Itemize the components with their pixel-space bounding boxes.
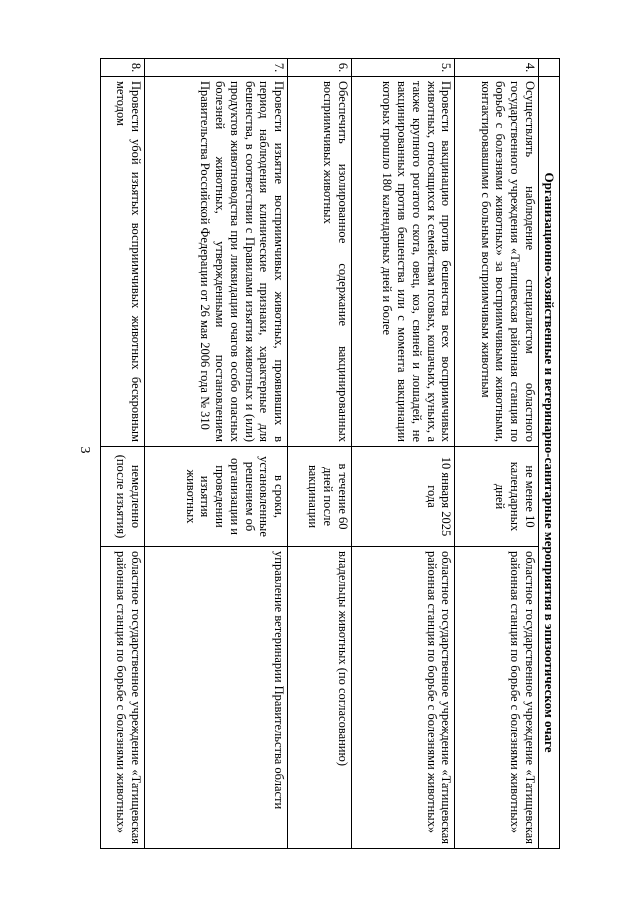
row-responsible: областное государственное учреждение «Татищевская районная станция по борьбе с болезнями животных» [351,547,455,849]
table-row [351,59,455,849]
table-row [455,59,539,849]
row-task: Обеспечить изолированное содержание вакцинированных восприимчивых животных [288,77,352,447]
row-number: 4. [455,59,539,77]
table-row [288,59,352,849]
row-term: в сроки, установленные решением об организации и проведении изъятия животных [144,447,287,547]
section-header-spacer [539,59,560,77]
row-term: 10 января 2025 года [351,447,455,547]
measures-table-wrapper [100,58,560,848]
row-task: Провести вакцинацию против бешенства всех восприимчивых животных, относящихся к семействам псовых, кошачьих, куньих, а также крупного рогатого скота, овец, коз, свиней и лошадей, не вакцинированных против бешенства или с момента вакцинации которых прошло 180 календарных дней и более [351,77,455,447]
row-number: 8. [101,59,145,77]
row-term: в течение 60 дней после вакцинации [288,447,352,547]
table-row [144,59,287,849]
rotated-table-container [100,58,560,848]
row-term: немедленно (после изъятия) [101,447,145,547]
row-task: Провести убой изъятых восприимчивых животных бескровным методом [101,77,145,447]
table-row [101,59,145,849]
row-term: не менее 10 календарных дней [455,447,539,547]
measures-table [100,58,560,849]
row-number: 6. [288,59,352,77]
row-responsible: управление ветеринарии Правительства области [144,547,287,849]
row-number: 5. [351,59,455,77]
row-responsible: областное государственное учреждение «Татищевская районная станция по борьбе с болезнями животных» [101,547,145,849]
row-number: 7. [144,59,287,77]
row-responsible: владельцы животных (по согласованию) [288,547,352,849]
row-task: Осуществлять наблюдение специалистом областного государственного учреждения «Татищевская районная станция по борьбе с болезнями животных» за восприимчивыми животными, контактировавшими с больным восприимчивым животным [455,77,539,447]
page-number: 3 [77,446,92,454]
section-title: Организационно-хозяйственные и ветеринарно-санитарные мероприятия в эпизоотическом очаге [539,77,560,849]
row-task: Провести изъятие восприимчивых животных, проявивших в период наблюдения клинические признаки, характерные для бешенства, в соответствии с Правилами изъятия животных и (или) продуктов животноводства при ликвидации очагов особо опасных болезней животных, утвержденными постановлением Правительства Российской Федерации от 26 мая 2006 года № 310 [144,77,287,447]
row-responsible: областное государственное учреждение «Татищевская районная станция по борьбе с болезнями животных» [455,547,539,849]
section-header-row [539,59,560,849]
